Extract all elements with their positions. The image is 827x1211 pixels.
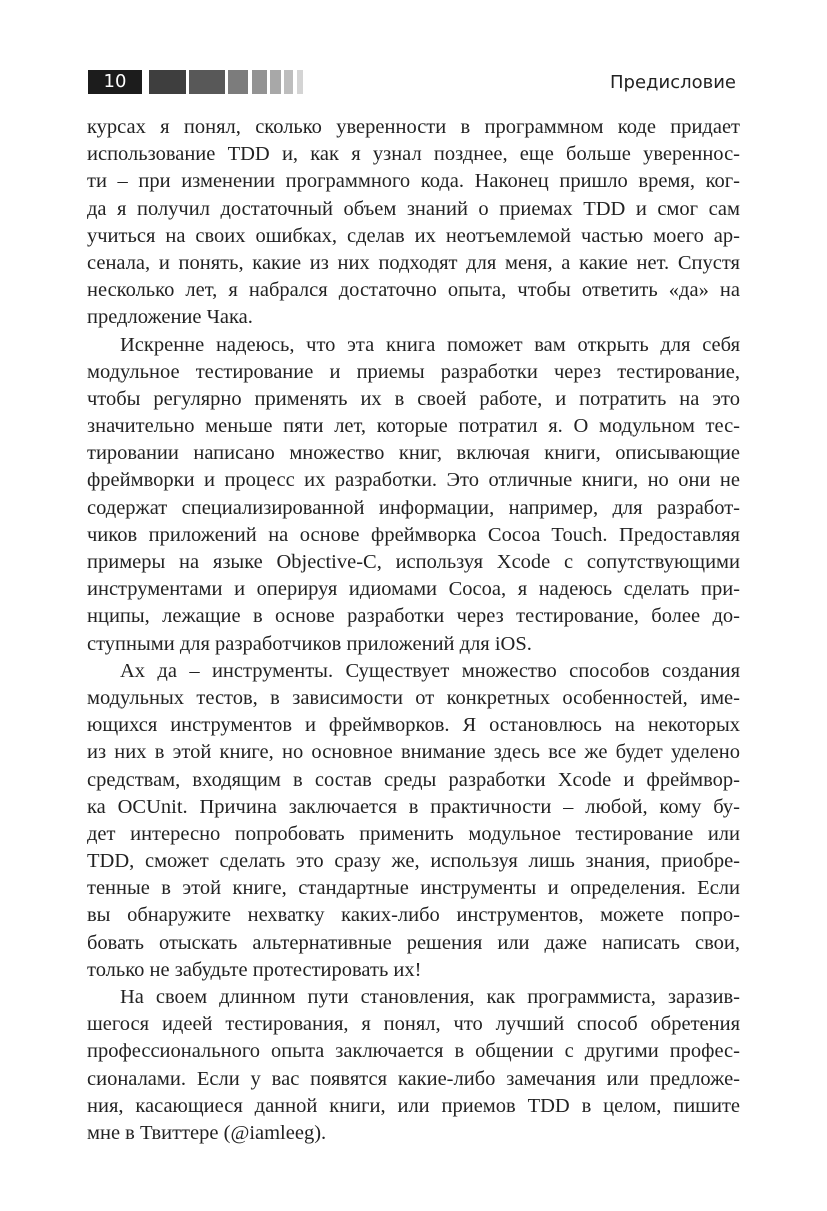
text-line: шегося идеей тестирования, я понял, что лучший способ обретения [87,1013,740,1036]
text-line: бовать отыскать альтернативные решения или даже написать свои, [87,931,740,954]
text-line: тенные в этой книге, стандартные инструменты и определения. Если [87,877,740,900]
text-line: ния, касающиеся данной книги, или приемов TDD в целом, пишите [87,1094,740,1117]
text-line: инструментами и оперируя идиомами Cocoa, я надеюсь сделать при- [87,578,740,601]
page-number: 10 [88,70,142,94]
text-line: дет интересно попробовать применить модульное тестирование или [87,822,740,845]
paragraph [87,658,740,984]
text-line: значительно меньше пяти лет, которые потратил я. О модульном тес- [87,415,740,438]
text-line: только не забудьте протестировать их! [87,958,422,981]
paragraph [87,984,740,1147]
text-line: сионалами. Если у вас появятся какие-либо замечания или предложе- [87,1067,740,1090]
header-decor-block [228,70,248,94]
text-line: да я получил достаточный объем знаний о приемах TDD и смог сам [87,197,740,220]
text-line: ти – при изменении программного кода. Наконец пришло время, ког- [87,170,740,193]
header-decor-block [189,70,225,94]
text-line: модульное тестирование и приемы разработки через тестирование, [87,360,740,383]
text-line: TDD, сможет сделать это сразу же, используя лишь знания, приобре- [87,850,740,873]
header-decor-block [149,70,186,94]
text-line: учиться на своих ошибках, сделав их неотъемлемой частью моего ар- [87,224,740,247]
text-line: вы обнаружите нехватку каких-либо инструментов, можете попро- [87,904,740,927]
text-line: модульных тестов, в зависимости от конкретных особенностей, име- [87,686,740,709]
text-line: курсах я понял, сколько уверенности в программном коде придает [87,116,740,138]
page-body-text [87,114,740,1147]
text-line: средствам, входящим в состав среды разработки Xcode и фреймвор- [87,768,740,791]
text-line: чтобы регулярно применять их в своей работе, и потратить на это [87,387,740,410]
text-line: несколько лет, я набрался достаточно опыта, чтобы ответить «да» на [87,279,740,302]
text-line: тировании написано множество книг, включая книги, описывающие [87,442,740,465]
running-section-title: Предисловие [610,72,736,93]
text-line: профессионального опыта заключается в общении с другими профес- [87,1040,740,1063]
header-decor-block [252,70,267,94]
text-line: Искренне надеюсь, что эта книга поможет вам открыть для себя [120,333,740,356]
text-line: нципы, лежащие в основе разработки через тестирование, более до- [87,605,740,628]
text-line: использование TDD и, как я узнал позднее, еще больше увереннос- [87,143,740,166]
text-line: содержат специализированной информации, например, для разработ- [87,496,740,519]
text-line: Ах да – инструменты. Существует множество способов создания [120,659,740,682]
text-line: ка OCUnit. Причина заключается в практичности – любой, кому бу- [87,795,740,818]
text-line: примеры на языке Objective-C, используя Xcode с сопутствующими [87,551,740,573]
header-decor-block [297,70,303,94]
paragraph [87,114,740,332]
paragraph [87,332,740,658]
text-line: мне в Твиттере (@iamleeg). [87,1121,327,1144]
header-decor-block [270,70,281,94]
text-line: фреймворки и процесс их разработки. Это отличные книги, но они не [87,469,740,492]
text-line: На своем длинном пути становления, как программиста, заразив- [120,986,740,1008]
text-line: ступными для разработчиков приложений для iOS. [87,632,532,655]
text-line: ющихся инструментов и фреймворков. Я остановлюсь на некоторых [87,714,740,737]
text-line: предложение Чака. [87,306,253,329]
header-decor-block [284,70,293,94]
text-line: чиков приложений на основе фреймворка Cocoa Touch. Предоставляя [87,523,740,546]
text-line: сенала, и понять, какие из них подходят для меня, а какие нет. Спустя [87,251,740,274]
text-line: из них в этой книге, но основное внимание здесь все же будет уделено [87,741,740,764]
